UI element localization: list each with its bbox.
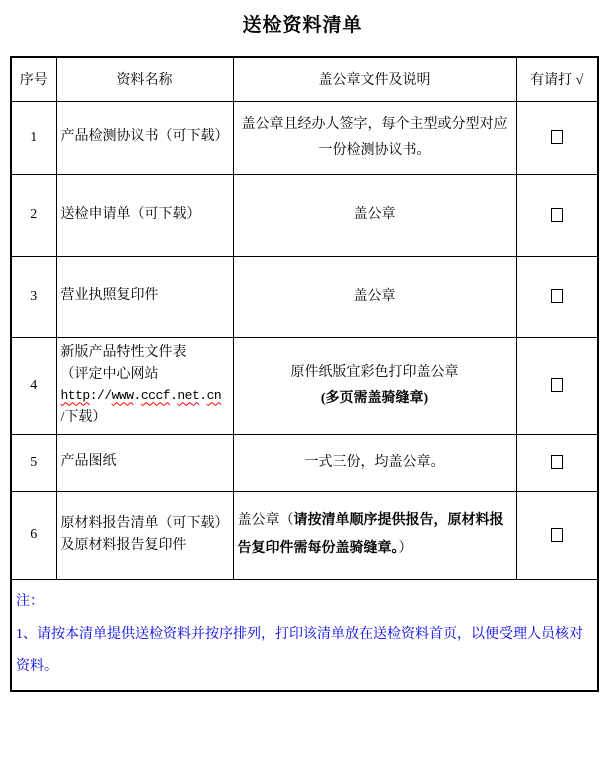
description <box>233 337 516 434</box>
material-name: 营业执照复印件 <box>56 256 233 337</box>
checkbox-cell <box>516 491 598 579</box>
checkbox-icon[interactable] <box>551 455 563 469</box>
note-label: 注： <box>16 594 44 610</box>
row-number: 3 <box>11 256 56 337</box>
url-segment: cn <box>206 388 222 404</box>
checkbox-icon[interactable] <box>551 208 563 222</box>
checkbox-cell <box>516 434 598 491</box>
description: 盖公章 <box>233 256 516 337</box>
checkbox-icon[interactable] <box>551 528 563 542</box>
row-number: 6 <box>11 491 56 579</box>
checkbox-icon[interactable] <box>551 289 563 303</box>
notes-section <box>11 579 598 691</box>
document-title: 送检资料清单 <box>242 15 363 36</box>
column-header-number: 序号 <box>11 57 56 101</box>
url-segment: . <box>133 388 141 404</box>
checkbox-cell <box>516 101 598 174</box>
checkbox-icon[interactable] <box>551 378 563 392</box>
material-name: 送检申请单（可下载） <box>56 174 233 256</box>
table-row <box>11 101 598 174</box>
url-segment: www <box>111 388 134 404</box>
table-row <box>11 434 598 491</box>
material-name-line: （评定中心网站 <box>60 366 159 382</box>
material-name: 原材料报告清单（可下载）及原材料报告复印件 <box>56 491 233 579</box>
url-segment: :// <box>89 388 112 404</box>
description-suffix: ） <box>398 541 413 556</box>
header-row <box>11 57 598 101</box>
note-item: 1、请按本清单提供送检资料并按序排列，打印该清单放在送检资料首页，以便受理人员核对资料。 <box>16 626 583 674</box>
checkbox-cell <box>516 337 598 434</box>
table-row <box>11 337 598 434</box>
column-header-material-name: 资料名称 <box>56 57 233 101</box>
url-segment: net <box>177 388 200 404</box>
checkbox-icon[interactable] <box>551 130 563 144</box>
material-name-line: /下载） <box>60 410 107 426</box>
description-line-bold: (多页需盖骑缝章) <box>320 390 429 406</box>
description-prefix: 盖公章（ <box>237 513 294 528</box>
row-number: 2 <box>11 174 56 256</box>
row-number: 5 <box>11 434 56 491</box>
description-line: 原件纸版宜彩色打印盖公章 <box>290 364 459 380</box>
material-name-line: 新版产品特性文件表 <box>60 344 187 360</box>
notes-row <box>11 579 598 691</box>
checkbox-cell <box>516 256 598 337</box>
material-name <box>56 337 233 434</box>
material-name: 产品检测协议书（可下载） <box>56 101 233 174</box>
url-segment: http <box>60 388 90 404</box>
description: 盖公章且经办人签字，每个主型或分型对应一份检测协议书。 <box>233 101 516 174</box>
description <box>233 491 516 579</box>
description: 盖公章 <box>233 174 516 256</box>
url-segment: . <box>170 388 178 404</box>
column-header-check-mark: 有请打 √ <box>516 57 598 101</box>
column-header-stamp-instructions: 盖公章文件及说明 <box>233 57 516 101</box>
url-segment: cccf <box>140 388 171 404</box>
checklist-table <box>10 56 599 692</box>
table-row <box>11 491 598 579</box>
material-name: 产品图纸 <box>56 434 233 491</box>
checkbox-cell <box>516 174 598 256</box>
row-number: 4 <box>11 337 56 434</box>
row-number: 1 <box>11 101 56 174</box>
description-bold: 请按清单顺序提供报告，原材料报告复印件需每份盖骑缝章。 <box>237 513 504 556</box>
description: 一式三份，均盖公章。 <box>233 434 516 491</box>
table-row <box>11 256 598 337</box>
table-row <box>11 174 598 256</box>
download-url <box>61 386 229 407</box>
url-segment: . <box>199 388 207 404</box>
